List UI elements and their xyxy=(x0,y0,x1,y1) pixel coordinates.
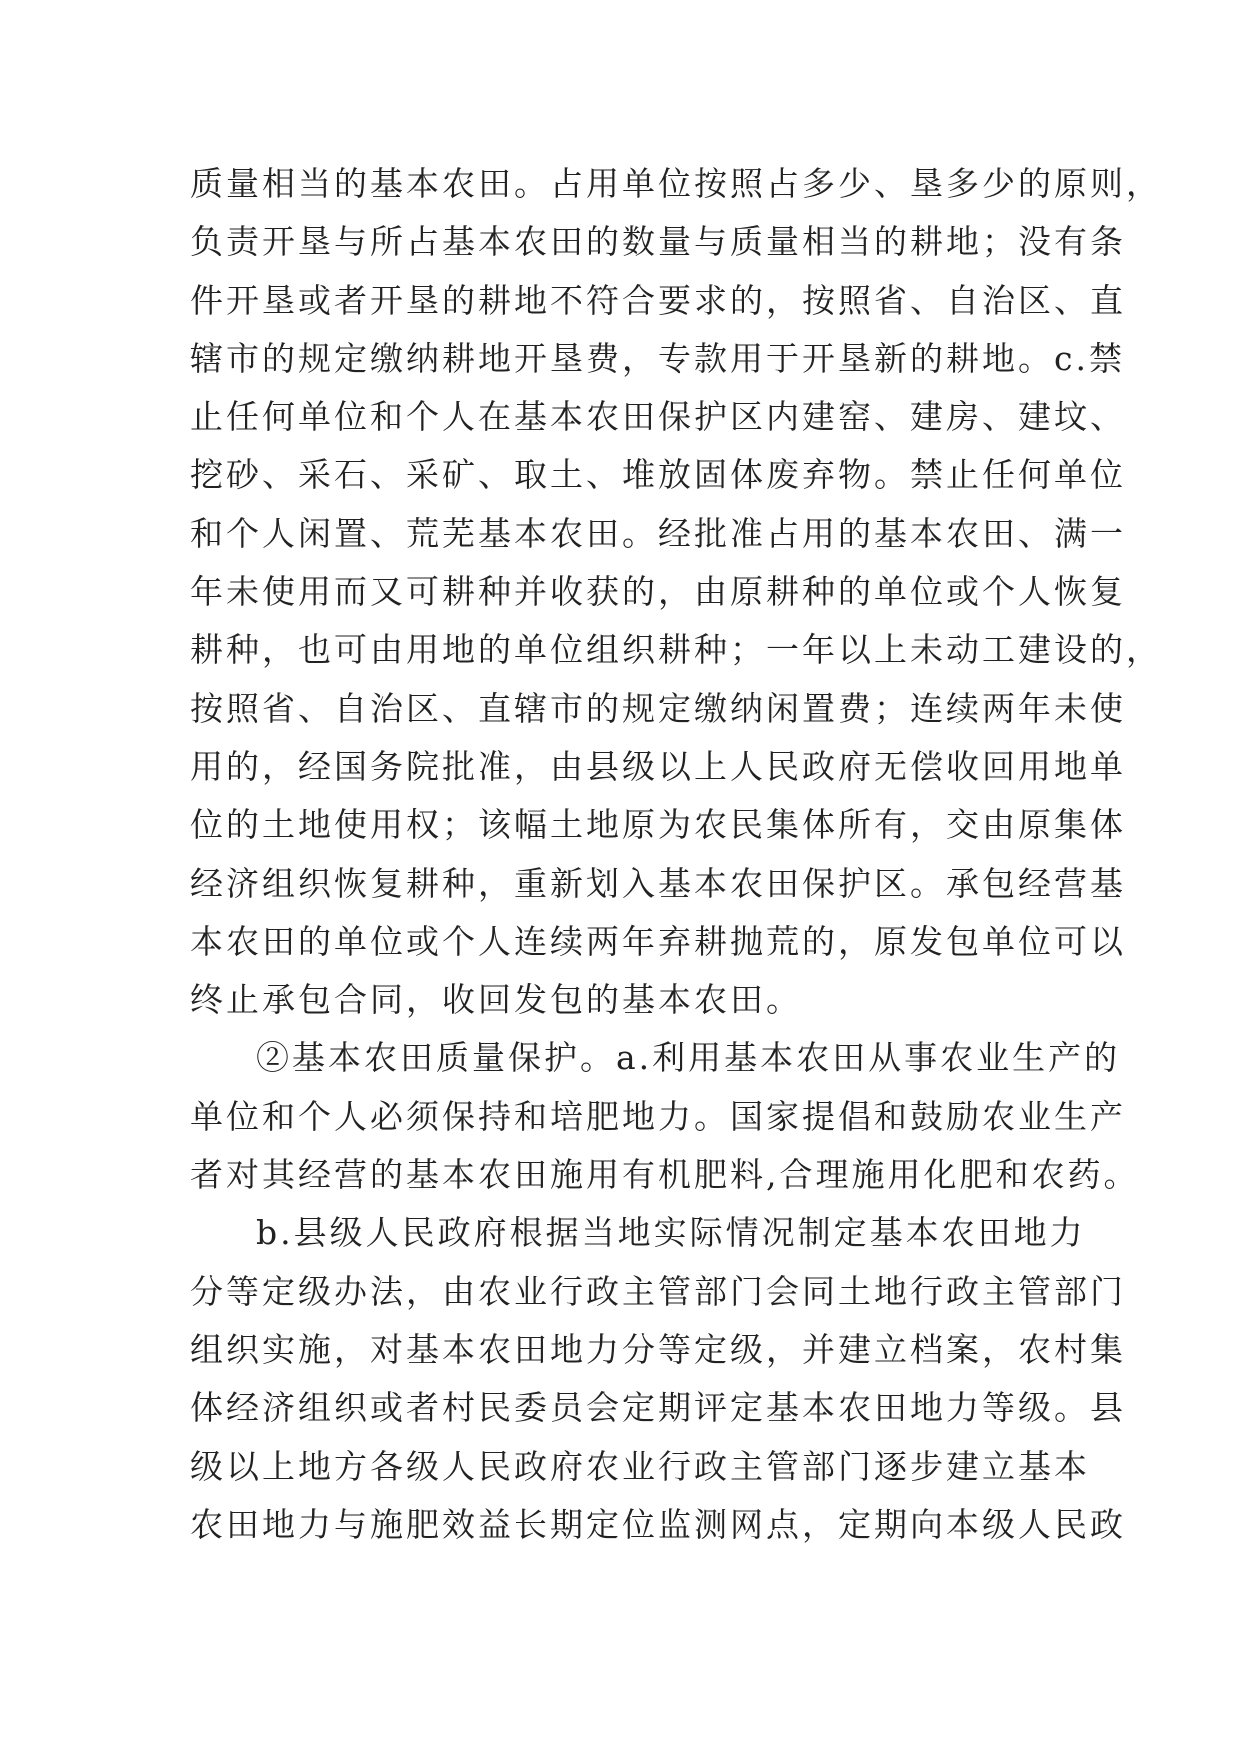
text-line: 体经济组织或者村民委员会定期评定基本农田地力等级。县 xyxy=(190,1388,1126,1428)
text-line: 挖砂、采石、采矿、取土、堆放固体废弃物。禁止任何单位 xyxy=(190,455,1126,495)
text-line: 耕种，也可由用地的单位组织耕种；一年以上未动工建设的， xyxy=(190,630,1162,670)
text-line: 者对其经营的基本农田施用有机肥料,合理施用化肥和农药。 xyxy=(190,1155,1140,1195)
text-line: 用的，经国务院批准，由县级以上人民政府无偿收回用地单 xyxy=(190,746,1126,786)
text-line: 分等定级办法，由农业行政主管部门会同土地行政主管部门 xyxy=(190,1271,1126,1311)
text-line: 经济组织恢复耕种，重新划入基本农田保护区。承包经营基 xyxy=(190,863,1126,903)
text-line: 负责开垦与所占基本农田的数量与质量相当的耕地；没有条 xyxy=(190,222,1126,262)
text-line: 和个人闲置、荒芜基本农田。经批准占用的基本农田、满一 xyxy=(190,513,1126,553)
text-line: 本农田的单位或个人连续两年弃耕抛荒的，原发包单位可以 xyxy=(190,921,1126,961)
text-line: 级以上地方各级人民政府农业行政主管部门逐步建立基本 xyxy=(190,1446,1090,1486)
text-line: 农田地力与施肥效益长期定位监测网点，定期向本级人民政 xyxy=(190,1504,1126,1544)
text-line: 位的土地使用权；该幅土地原为农民集体所有，交由原集体 xyxy=(190,805,1126,845)
text-line: 辖市的规定缴纳耕地开垦费，专款用于开垦新的耕地。c.禁 xyxy=(190,338,1125,378)
paragraph-start-line: ②基本农田质量保护。a.利用基本农田从事农业生产的 xyxy=(256,1038,1121,1078)
text-line: 终止承包合同，收回发包的基本农田。 xyxy=(190,980,802,1020)
text-line: 组织实施，对基本农田地力分等定级，并建立档案，农村集 xyxy=(190,1329,1126,1369)
text-line: 年未使用而又可耕种并收获的，由原耕种的单位或个人恢复 xyxy=(190,572,1126,612)
text-line: 止任何单位和个人在基本农田保护区内建窑、建房、建坟、 xyxy=(190,397,1126,437)
text-line: 按照省、自治区、直辖市的规定缴纳闲置费；连续两年未使 xyxy=(190,688,1126,728)
body-text xyxy=(190,155,1162,1554)
paragraph-start-line: b.县级人民政府根据当地实际情况制定基本农田地力 xyxy=(256,1213,1086,1253)
text-line: 件开垦或者开垦的耕地不符合要求的，按照省、自治区、直 xyxy=(190,280,1126,320)
text-line: 单位和个人必须保持和培肥地力。国家提倡和鼓励农业生产 xyxy=(190,1096,1126,1136)
text-line: 质量相当的基本农田。占用单位按照占多少、垦多少的原则， xyxy=(190,164,1162,203)
